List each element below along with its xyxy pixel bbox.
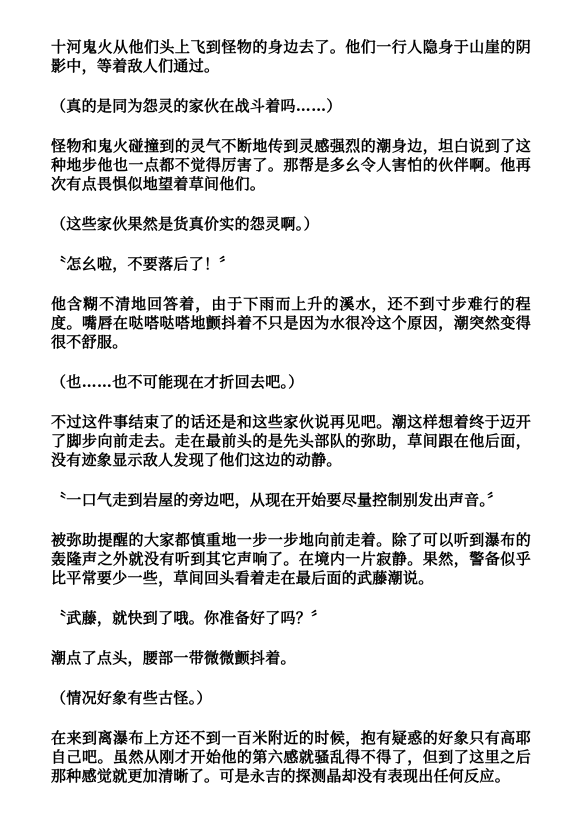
paragraph-11: 〝武藤，就快到了哦。你准备好了吗？〞 bbox=[51, 609, 327, 627]
paragraph-6: 他含糊不清地回答着，由于下雨而上升的溪水，还不到寸步难行的程度。嘴唇在哒嗒哒嗒地颤抖着不只是因为水很冷这个原因，潮突然变得很不舒服。 bbox=[51, 295, 531, 351]
document-page bbox=[51, 38, 531, 807]
paragraph-9: 〝一口气走到岩屋的旁边吧，从现在开始要尽量控制别发出声音。〞 bbox=[51, 491, 503, 509]
paragraph-4: （这些家伙果然是货真价实的怨灵啊。） bbox=[51, 215, 319, 233]
paragraph-10: 被弥助提醒的大家都慎重地一步一步地向前走着。除了可以听到瀑布的轰隆声之外就没有听到其它声响了。在境内一片寂静。果然，警备似乎比平常要少一些，草间回头看着走在最后面的武藤潮说。 bbox=[51, 531, 531, 587]
paragraph-2: （真的是同为怨灵的家伙在战斗着吗……） bbox=[51, 97, 342, 115]
paragraph-1: 十河鬼火从他们头上飞到怪物的身边去了。他们一行人隐身于山崖的阴影中，等着敌人们通过。 bbox=[51, 38, 531, 75]
paragraph-7: （也……也不可能现在才折回去吧。） bbox=[51, 373, 304, 391]
paragraph-5: 〝怎幺啦，不要落后了！〞 bbox=[51, 255, 235, 273]
paragraph-12: 潮点了点头，腰部一带微微颤抖着。 bbox=[51, 649, 296, 667]
paragraph-14: 在来到离瀑布上方还不到一百米附近的时候，抱有疑惑的好象只有高耶自己吧。虽然从刚才开始他的第六感就骚乱得不得了，但到了这里之后那种感觉就更加清晰了。可是永吉的探测晶却没有表现出任何反应。 bbox=[51, 729, 531, 785]
paragraph-8: 不过这件事结束了的话还是和这些家伙说再见吧。潮这样想着终于迈开了脚步向前走去。走在最前头的是先头部队的弥助，草间跟在他后面，没有迹象显示敌人发现了他们这边的动静。 bbox=[51, 413, 531, 469]
paragraph-3: 怪物和鬼火碰撞到的灵气不断地传到灵感强烈的潮身边，坦白说到了这种地步他也一点都不觉得厉害了。那帮是多幺令人害怕的伙伴啊。他再次有点畏惧似地望着草间他们。 bbox=[51, 137, 531, 193]
paragraph-13: （情况好象有些古怪。） bbox=[51, 689, 212, 707]
